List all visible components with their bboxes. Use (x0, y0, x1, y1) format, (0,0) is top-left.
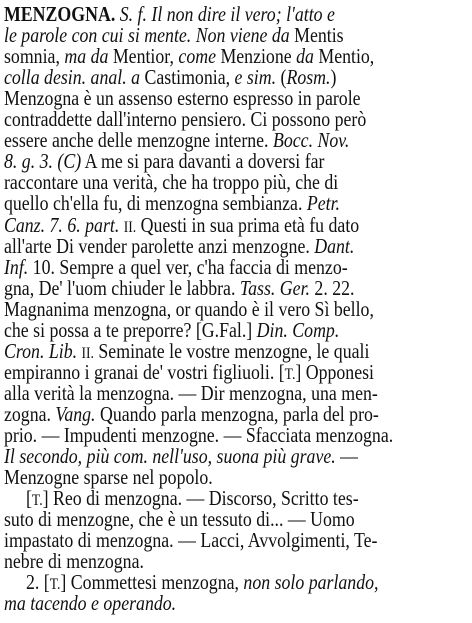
small-caps-text: T. (49, 576, 61, 594)
body-text: quello ch'ella fu, di menzogna sembianza. (4, 191, 307, 216)
italic-text: da (296, 44, 314, 69)
italic-text: Cron. Lib. (4, 338, 78, 363)
small-caps-text: II. (123, 218, 137, 236)
small-caps-text: T. (284, 365, 296, 383)
italic-text: Dant. (314, 233, 355, 258)
small-caps-text: II. (81, 344, 94, 362)
body-text: impastato di menzogna. — Lacci, Avvolgimenti, Te- (4, 528, 378, 553)
italic-text: Bocc. Nov. (272, 128, 350, 153)
body-text: Quando parla menzogna, parla del pro- (95, 401, 379, 426)
italic-text: e sim. (234, 65, 277, 90)
body-text: 2. 22. (309, 275, 355, 300)
italic-text: Tass. Ger. (239, 275, 310, 300)
italic-text: ma tacendo e operando. (4, 591, 177, 616)
body-text: prio. — Impudenti menzogne. — Sfacciata menzogna. (4, 423, 394, 447)
body-text: ) (330, 65, 337, 90)
italic-text: Inf. (4, 254, 29, 279)
body-text: ( (276, 65, 287, 90)
italic-text: Il secondo, più com. nell'uso, suona più grave. (4, 444, 336, 469)
body-text: all'arte Di vender parolette anzi menzogne. (4, 233, 315, 258)
body-text: ] Opponesi (295, 359, 374, 384)
body-text: raccontare una verità, che ha troppo più, che di (4, 170, 339, 195)
body-text: Menzione (215, 44, 297, 69)
entry-line (4, 591, 396, 616)
small-caps-text: T. (31, 492, 43, 510)
italic-text: colla desin. anal. a (4, 65, 141, 90)
italic-text: ma da (64, 44, 109, 69)
body-text: 10. Sempre a quel ver, c'ha faccia di menzo- (28, 254, 348, 279)
body-text: — (335, 444, 358, 469)
body-text: che si possa a te preporre? [G.Fal.] (4, 317, 257, 342)
body-text: ] Reo di menzogna. — Discorso, Scritto tes- (42, 486, 359, 511)
body-text: Magnanima menzogna, or quando è il vero Sì bello, (4, 296, 374, 321)
body-text: gna, De' l'uom chiuder le labbra. (4, 275, 240, 300)
body-text: Seminate le vostre menzogne, le quali (93, 338, 370, 363)
italic-text: Din. Comp. (256, 317, 340, 342)
body-text: empiranno i granai de' vostri figliuoli. [ (4, 359, 285, 384)
body-text: Mentis (289, 23, 344, 48)
italic-text: 8. g. 3. (C) (4, 149, 82, 174)
italic-text: come (178, 44, 216, 69)
body-text: Menzogne sparse nel popolo. (4, 465, 213, 490)
body-text: zogna. (4, 401, 56, 426)
body-text: suto di menzogne, che è un tessuto di... — Uomo (4, 507, 355, 532)
body-text: Castimonia, (140, 65, 235, 90)
body-text: somnia, (4, 44, 65, 69)
italic-text: non solo parlando, (243, 570, 379, 595)
body-text: Mentior, (108, 44, 179, 69)
body-text: nebre di menzogna. (4, 549, 144, 574)
body-text: [ (26, 486, 32, 511)
body-text: essere anche delle menzogne interne. (4, 128, 273, 153)
italic-text: le parole con cui si mente. Non viene da (4, 23, 290, 48)
italic-text: Canz. 7. 6. part. (4, 212, 120, 237)
italic-text: Vang. (55, 401, 96, 426)
body-text: contraddette dall'interno pensiero. Ci possono però (4, 107, 367, 132)
body-text: Mentio, (313, 44, 375, 69)
body-text: Questi in sua prima età fu dato (136, 212, 360, 237)
italic-text: S. f. Il non dire il vero; l'atto e (119, 2, 335, 26)
body-text: A me si para davanti a doversi far (81, 149, 325, 174)
body-text: 2. [ (26, 570, 50, 595)
body-text: ] Commettesi menzogna, (60, 570, 244, 595)
italic-text: Rosm. (286, 65, 331, 90)
italic-text: Petr. (306, 191, 341, 216)
headword: MENZOGNA. (4, 2, 116, 26)
body-text: alla verità la menzogna. — Dir menzogna, una men- (4, 380, 378, 405)
body-text: Menzogna è un assenso esterno espresso in parole (4, 86, 361, 111)
